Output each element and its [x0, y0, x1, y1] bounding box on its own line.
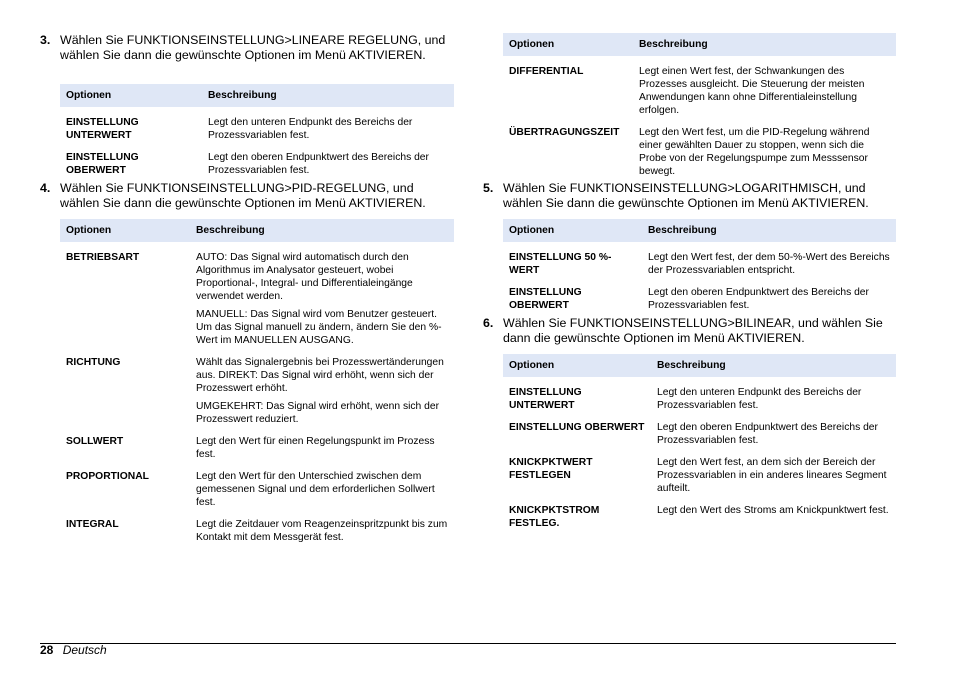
option-name: EINSTELLUNG OBERWERT — [509, 422, 645, 433]
description-paragraph: Legt den unteren Endpunkt des Bereichs der Prozessvariablen fest. — [208, 117, 413, 141]
page-footer — [40, 643, 107, 658]
table-row — [60, 461, 454, 509]
option-description — [651, 412, 896, 447]
option-name: EINSTELLUNG UNTERWERT — [66, 117, 139, 141]
option-name: KNICKPKTSTROM FESTLEG. — [509, 505, 600, 529]
table-header-row — [503, 33, 896, 56]
options-table-logarithmic — [503, 219, 896, 312]
column-header-options: Optionen — [60, 219, 190, 242]
description-paragraph: Legt den Wert fest, der dem 50-%-Wert des Bereichs der Prozessvariablen entspricht. — [648, 252, 890, 276]
option-description — [190, 242, 454, 347]
column-header-options: Optionen — [503, 219, 642, 242]
description-paragraph: Legt den Wert des Stroms am Knickpunktwert fest. — [657, 505, 889, 516]
step-instruction: Wählen Sie FUNKTIONSEINSTELLUNG>PID-REGELUNG, und wählen Sie dann die gewünschte Optionen im Menü AKTIVIEREN. — [60, 181, 426, 210]
table-row — [503, 412, 896, 447]
column-header-options: Optionen — [503, 33, 633, 56]
footer-rule — [40, 643, 896, 644]
description-paragraph: Legt den unteren Endpunkt des Bereichs der Prozessvariablen fest. — [657, 387, 862, 411]
description-paragraph: Legt den Wert für den Unterschied zwischen dem gemessenen Signal und dem erforderlichen Sollwert fest. — [196, 471, 435, 508]
option-name: EINSTELLUNG OBERWERT — [509, 287, 582, 311]
option-name: EINSTELLUNG OBERWERT — [66, 152, 139, 176]
options-table-linear — [60, 84, 454, 177]
column-header-options: Optionen — [60, 84, 202, 107]
option-description — [633, 117, 896, 178]
option-description — [202, 142, 454, 177]
step-instruction: Wählen Sie FUNKTIONSEINSTELLUNG>LOGARITHMISCH, und wählen Sie dann die gewünschte Optionen im Menü AKTIVIEREN. — [503, 181, 869, 210]
description-paragraph: Legt einen Wert fest, der Schwankungen des Prozesses ausgleicht. Die Steuerung der meisten Anwendungen kann ohne Differentialeinstellung erfolgen. — [639, 66, 865, 116]
table-row — [503, 495, 896, 530]
step-6 — [483, 316, 896, 346]
table-header-row — [503, 354, 896, 377]
page-number: 28 — [40, 643, 54, 657]
options-table-pid-continued — [503, 33, 896, 178]
description-paragraph: Legt den oberen Endpunktwert des Bereichs der Prozessvariablen fest. — [657, 422, 878, 446]
option-name: KNICKPKTWERT FESTLEGEN — [509, 457, 593, 481]
step-number: 6. — [483, 316, 494, 330]
option-description — [190, 461, 454, 509]
column-header-description: Beschreibung — [642, 219, 896, 242]
option-name: ÜBERTRAGUNGSZEIT — [509, 127, 620, 138]
footer-language: Deutsch — [62, 643, 107, 657]
description-paragraph: Legt den Wert fest, um die PID-Regelung während einer gewählten Dauer zu stoppen, wenn sich die Probe von der Regelungspumpe zum Messsensor bewegt. — [639, 127, 870, 177]
step-instruction: Wählen Sie FUNKTIONSEINSTELLUNG>LINEARE REGELUNG, und wählen Sie dann die gewünschte Optionen im Menü AKTIVIEREN. — [60, 33, 446, 62]
step-number: 3. — [40, 33, 51, 47]
table-row — [60, 107, 454, 142]
table-row — [503, 277, 896, 312]
table-row — [503, 447, 896, 495]
option-description — [642, 242, 896, 277]
option-description — [190, 509, 454, 544]
option-name: EINSTELLUNG UNTERWERT — [509, 387, 582, 411]
step-instruction: Wählen Sie FUNKTIONSEINSTELLUNG>BILINEAR, und wählen Sie dann die gewünschte Optionen im Menü AKTIVIEREN. — [503, 316, 883, 345]
table-row — [60, 142, 454, 177]
column-header-description: Beschreibung — [190, 219, 454, 242]
option-name: RICHTUNG — [66, 357, 121, 368]
table-row — [503, 117, 896, 178]
option-description — [190, 347, 454, 426]
option-name: INTEGRAL — [66, 519, 119, 530]
option-name: BETRIEBSART — [66, 252, 140, 263]
option-description — [190, 426, 454, 461]
table-row — [60, 347, 454, 426]
step-number: 4. — [40, 181, 51, 195]
step-3 — [40, 33, 454, 78]
table-row — [503, 377, 896, 412]
table-row — [503, 242, 896, 277]
option-description — [651, 495, 896, 530]
column-header-description: Beschreibung — [651, 354, 896, 377]
option-name: SOLLWERT — [66, 436, 124, 447]
table-row — [60, 242, 454, 347]
description-paragraph: AUTO: Das Signal wird automatisch durch den Algorithmus im Analysator gesteuert, wobei Proportional-, Integral- und Differentialeingänge verwendet werden. — [196, 252, 413, 302]
options-table-pid — [60, 219, 454, 544]
description-paragraph: Wählt das Signalergebnis bei Prozesswertänderungen aus. DIREKT: Das Signal wird erhöht, wenn sich der Prozesswert erhöht. — [196, 357, 444, 394]
table-row — [60, 426, 454, 461]
table-header-row — [60, 84, 454, 107]
option-description — [633, 56, 896, 117]
column-header-description: Beschreibung — [202, 84, 454, 107]
table-header-row — [503, 219, 896, 242]
description-paragraph: Legt die Zeitdauer vom Reagenzeinspritzpunkt bis zum Kontakt mit dem Messgerät fest. — [196, 519, 448, 543]
description-paragraph: Legt den oberen Endpunktwert des Bereichs der Prozessvariablen fest. — [208, 152, 429, 176]
step-number: 5. — [483, 181, 494, 195]
option-description — [642, 277, 896, 312]
table-row — [503, 56, 896, 117]
description-paragraph: Legt den Wert für einen Regelungspunkt im Prozess fest. — [196, 436, 435, 460]
option-name: EINSTELLUNG 50 %-WERT — [509, 252, 612, 276]
description-paragraph: Legt den oberen Endpunktwert des Bereichs der Prozessvariablen fest. — [648, 287, 869, 311]
step-4 — [40, 181, 454, 211]
table-row — [60, 509, 454, 544]
description-paragraph: MANUELL: Das Signal wird vom Benutzer gesteuert. Um das Signal manuell zu ändern, ändern Sie den %-Wert im MANUELLEN AUSGANG. — [196, 309, 442, 346]
option-description — [651, 447, 896, 495]
option-description — [651, 377, 896, 412]
table-header-row — [60, 219, 454, 242]
option-name: DIFFERENTIAL — [509, 66, 584, 77]
description-paragraph: Legt den Wert fest, an dem sich der Bereich der Prozessvariablen in ein anderes lineares Segment aufteilt. — [657, 457, 887, 494]
column-header-description: Beschreibung — [633, 33, 896, 56]
step-5 — [483, 181, 896, 211]
column-header-options: Optionen — [503, 354, 651, 377]
options-table-bilinear — [503, 354, 896, 530]
description-paragraph: UMGEKEHRT: Das Signal wird erhöht, wenn sich der Prozesswert reduziert. — [196, 401, 440, 425]
option-name: PROPORTIONAL — [66, 471, 149, 482]
option-description — [202, 107, 454, 142]
